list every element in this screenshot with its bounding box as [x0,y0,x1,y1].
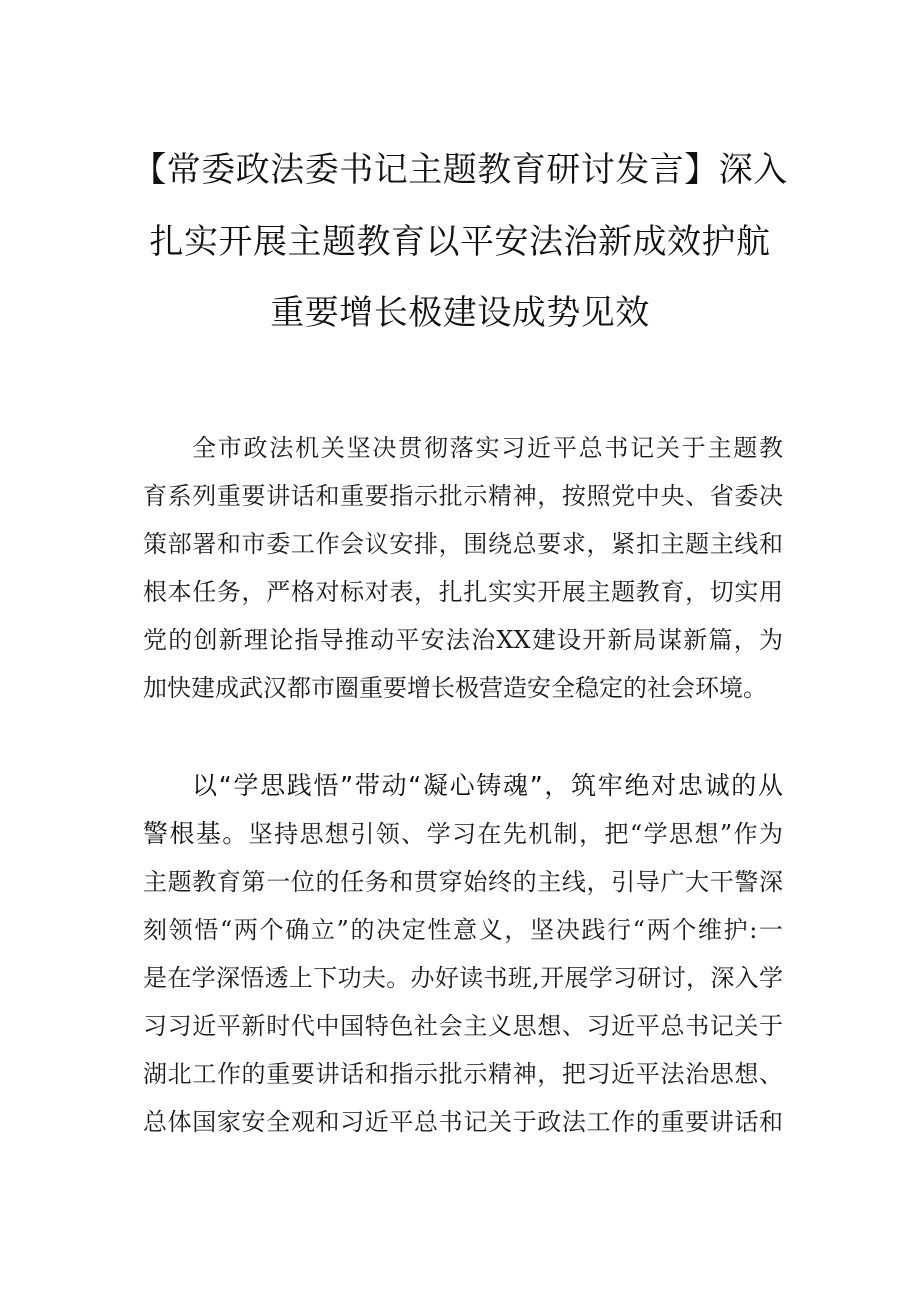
document-title-line-3: 重要增长极建设成势见效 [270,293,650,333]
paragraph-1-line: 全市政法机关坚决贯彻落实习近平总书记关于主题教 [192,434,783,462]
paragraph-2-heading-line [192,768,783,804]
paragraph-2-line: 习习近平新时代中国特色社会主义思想、习近平总书记关于 [143,1012,783,1040]
paragraph-1-line: 策部署和市委工作会议安排，围绕总要求，紧扣主题主线和 [143,530,783,558]
section-heading: 以“学思践悟”带动“凝心铸魂”，筑牢绝对忠诚的从 [192,771,783,800]
paragraph-2-line: 主题教育第一位的任务和贯穿始终的主线，引导广大干警深 [143,868,783,896]
paragraph-1-line: 根本任务，严格对标对表，扎扎实实开展主题教育，切实用 [143,578,783,606]
paragraph-1-line: 育系列重要讲话和重要指示批示精神，按照党中央、省委决 [143,482,783,510]
paragraph-2-line-text: 坚持思想引领、学习在先机制，把“学思想”作为 [248,820,783,848]
paragraph-2-line: 是在学深悟透上下功夫。办好读书班,开展学习研讨，深入学 [143,964,783,992]
paragraph-2-line [143,816,783,852]
document-title-line-1: 【常委政法委书记主题教育研讨发言】深入 [132,150,788,190]
paragraph-2-line: 总体国家安全观和习近平总书记关于政法工作的重要讲话和 [143,1108,783,1136]
paragraph-2-line: 刻领悟“两个确立”的决定性意义，坚决践行“两个维护:一 [143,916,783,944]
paragraph-1-line: 加快建成武汉都市圈重要增长极营造安全稳定的社会环境。 [143,674,767,702]
paragraph-2-line: 湖北工作的重要讲话和指示批示精神，把习近平法治思想、 [143,1060,783,1088]
paragraph-1-line: 党的创新理论指导推动平安法治XX建设开新局谋新篇，为 [143,626,783,654]
document-title-line-2: 扎实开展主题教育以平安法治新成效护航 [149,222,771,262]
section-heading-tail: 警根基。 [143,819,249,848]
